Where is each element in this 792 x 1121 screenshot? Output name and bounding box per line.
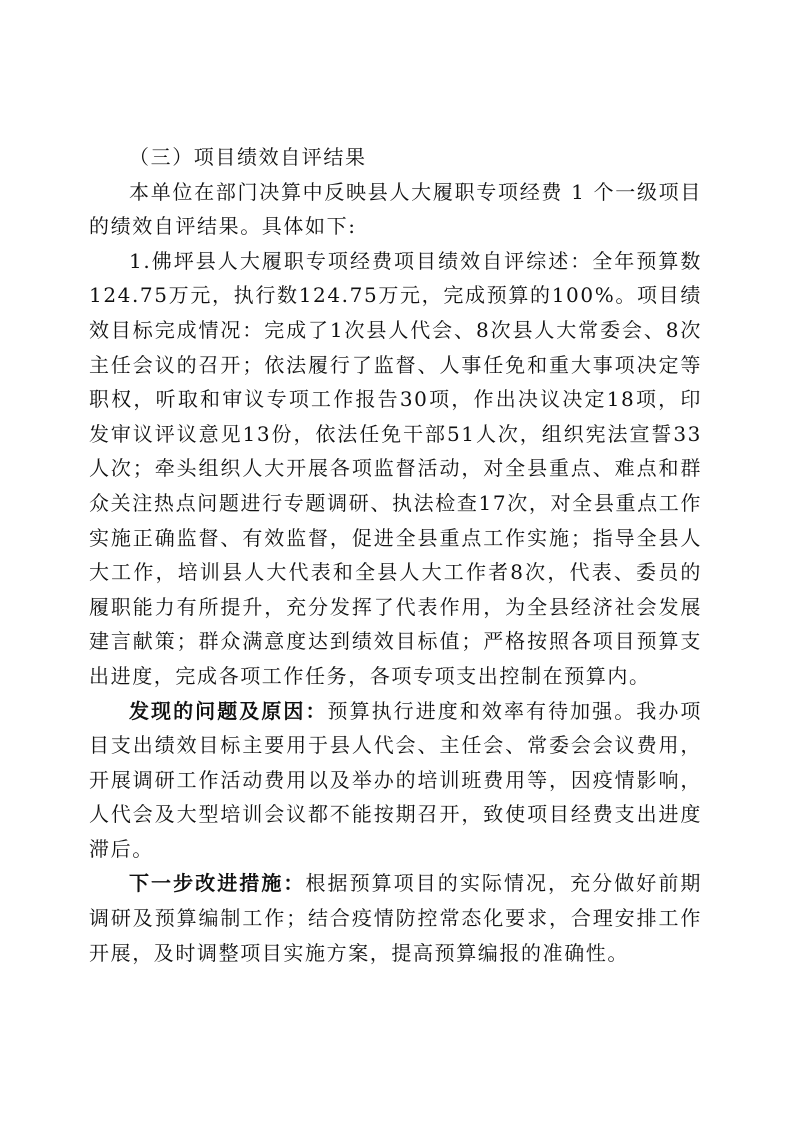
problems-label: 发现的问题及原因： <box>129 698 328 723</box>
intro-paragraph: 本单位在部门决算中反映县人大履职专项经费 1 个一级项目的绩效自评结果。具体如下: <box>89 179 702 239</box>
next-steps-paragraph <box>89 866 702 970</box>
document-body <box>89 140 702 970</box>
problems-text: 预算执行进度和效率有待加强。我办项目支出绩效目标主要用于县人代会、主任会、常委会会议费用，开展调研工作活动费用以及举办的培训班费用等，因疫情影响，人代会及大型培训会议都不能按期召开，致使项目经费支出进度滞后。 <box>89 698 703 861</box>
item1-paragraph: 1.佛坪县人大履职专项经费项目绩效自评综述：全年预算数124.75万元，执行数124.75万元，完成预算的100%。项目绩效目标完成情况：完成了1次县人代会、8次县人大常委会、8次主任会议的召开；依法履行了监督、人事任免和重大事项决定等职权，听取和审议专项工作报告30项，作出决议决定18项，印发审议评议意见13份，依法任免干部51人次，组织宪法宣誓33人次；牵头组织人大开展各项监督活动，对全县重点、难点和群众关注热点问题进行专题调研、执法检查17次，对全县重点工作实施正确监督、有效监督，促进全县重点工作实施；指导全县人大工作，培训县人大代表和全县人大工作者8次，代表、委员的履职能力有所提升，充分发挥了代表作用，为全县经济社会发展建言献策；群众满意度达到绩效目标值；严格按照各项目预算支出进度，完成各项工作任务，各项专项支出控制在预算内。 <box>89 248 702 688</box>
section-title: （三）项目绩效自评结果 <box>129 145 367 169</box>
next-steps-text: 根据预算项目的实际情况，充分做好前期调研及预算编制工作；结合疫情防控常态化要求，合理安排工作开展，及时调整项目实施方案，提高预算编报的准确性。 <box>89 871 702 965</box>
next-steps-label: 下一步改进措施： <box>129 871 306 896</box>
problems-paragraph <box>89 694 702 867</box>
